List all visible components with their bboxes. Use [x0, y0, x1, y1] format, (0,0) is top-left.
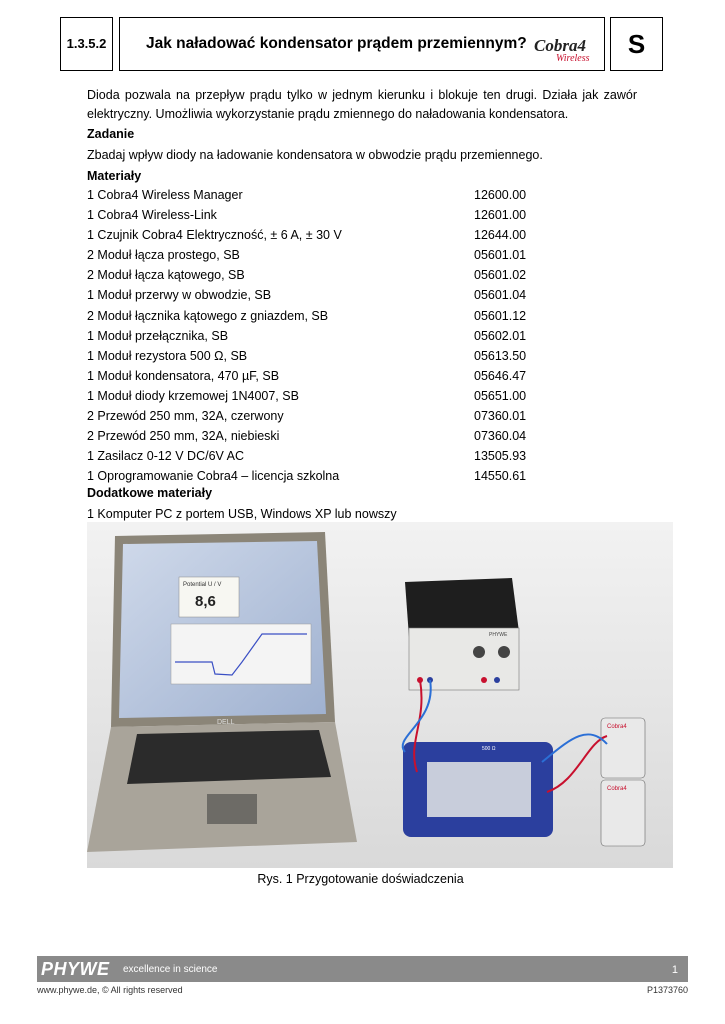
svg-text:PHYWE: PHYWE	[489, 632, 508, 638]
material-code: 12600.00	[474, 188, 527, 202]
cobra4-devices	[601, 718, 645, 846]
power-supply	[405, 578, 519, 690]
materials-list	[87, 185, 567, 486]
material-code: 05601.04	[474, 288, 527, 303]
figure-caption: Rys. 1 Przygotowanie doświadczenia	[257, 872, 464, 886]
cobra4-wireless-logo	[534, 29, 598, 63]
material-item	[87, 245, 567, 265]
intro-text: Dioda pozwala na przepływ prądu tylko w jednym kierunku i blokuje ten drugi. Działa jak zawór elektryczny. Umożliwia wykorzystanie prądu zmiennego do naładowania kondensatora.	[87, 88, 637, 121]
footer-doc-number: P1373760	[646, 985, 688, 995]
material-code: 05613.50	[474, 348, 527, 363]
title-box	[119, 17, 605, 71]
svg-text:500 Ω: 500 Ω	[482, 746, 496, 752]
material-name: 1 Moduł rezystora 500 Ω, SB	[87, 348, 248, 363]
svg-text:8,6: 8,6	[195, 593, 216, 610]
materials-heading: Materiały	[87, 169, 142, 183]
svg-text:Cobra4: Cobra4	[607, 724, 627, 730]
material-name: 1 Moduł diody krzemowej 1N4007, SB	[87, 388, 299, 403]
material-item	[87, 306, 567, 326]
extra-section	[87, 484, 637, 524]
material-name: 2 Moduł łącza prostego, SB	[87, 248, 240, 263]
footer-copyright: www.phywe.de, © All rights reserved	[37, 985, 183, 995]
material-item	[87, 285, 567, 305]
material-item	[87, 185, 567, 205]
material-name: 2 Moduł łącznika kątowego z gniazdem, SB	[87, 308, 329, 323]
material-item	[87, 225, 567, 245]
footer-tagline: excellence in science	[123, 964, 218, 975]
material-name: 2 Przewód 250 mm, 32A, niebieski	[87, 429, 280, 444]
material-item	[87, 426, 567, 446]
task-heading: Zadanie	[87, 127, 135, 141]
svg-text:Cobra4: Cobra4	[534, 36, 586, 55]
intro-section	[87, 86, 637, 186]
material-name: 1 Moduł przełącznika, SB	[87, 328, 229, 343]
svg-text:Potential U / V: Potential U / V	[183, 582, 222, 588]
material-code: 12601.00	[474, 208, 527, 223]
material-item	[87, 346, 567, 366]
material-item	[87, 386, 567, 406]
svg-text:Cobra4: Cobra4	[607, 786, 627, 792]
material-item	[87, 406, 567, 426]
material-code: 14550.61	[474, 469, 527, 484]
extra-heading: Dodatkowe materiały	[87, 486, 213, 500]
material-item	[87, 205, 567, 225]
material-item	[87, 366, 567, 386]
material-code: 12644.00	[474, 228, 527, 243]
material-code: 07360.04	[474, 429, 527, 444]
material-item	[87, 265, 567, 285]
material-code: 05601.02	[474, 268, 527, 283]
svg-text:Wireless: Wireless	[556, 53, 590, 63]
experiment-code: 1.3.5.2	[66, 36, 107, 51]
task-text: Zbadaj wpływ diody na ładowanie kondensatora w obwodzie prądu przemiennego.	[87, 148, 543, 162]
material-code: 05602.01	[474, 328, 527, 343]
page-title: Jak naładować kondensator prądem przemiennym?	[146, 35, 527, 52]
material-code: 05651.00	[474, 388, 527, 403]
material-name: 1 Cobra4 Wireless Manager	[87, 188, 243, 202]
laptop	[87, 532, 357, 852]
material-name: 2 Moduł łącza kątowego, SB	[87, 268, 245, 283]
page-number: 1	[671, 964, 678, 976]
circuit-modules	[403, 742, 553, 837]
level-letter: S	[627, 29, 646, 59]
phywe-logo: PHYWE	[41, 959, 110, 979]
material-code: 05601.01	[474, 248, 527, 263]
material-name: 1 Moduł przerwy w obwodzie, SB	[87, 288, 272, 303]
material-name: 1 Cobra4 Wireless-Link	[87, 208, 217, 223]
level-box	[610, 17, 663, 71]
material-code: 13505.93	[474, 449, 527, 464]
material-name: 1 Czujnik Cobra4 Elektryczność, ± 6 A, ± 30 V	[87, 228, 342, 243]
material-code: 07360.01	[474, 409, 527, 424]
material-item	[87, 446, 567, 466]
experiment-code-box	[60, 17, 113, 71]
material-name: 1 Zasilacz 0-12 V DC/6V AC	[87, 449, 245, 464]
extra-text: 1 Komputer PC z portem USB, Windows XP lub nowszy	[87, 507, 397, 521]
material-name: 1 Moduł kondensatora, 470 µF, SB	[87, 368, 280, 383]
material-code: 05646.47	[474, 368, 527, 383]
footer-bar	[37, 956, 688, 982]
material-code: 05601.12	[474, 308, 527, 323]
material-name: 2 Przewód 250 mm, 32A, czerwony	[87, 409, 284, 424]
material-item	[87, 326, 567, 346]
svg-text:DELL: DELL	[217, 719, 235, 726]
experiment-photo	[87, 522, 673, 868]
material-name: 1 Oprogramowanie Cobra4 – licencja szkolna	[87, 469, 340, 484]
